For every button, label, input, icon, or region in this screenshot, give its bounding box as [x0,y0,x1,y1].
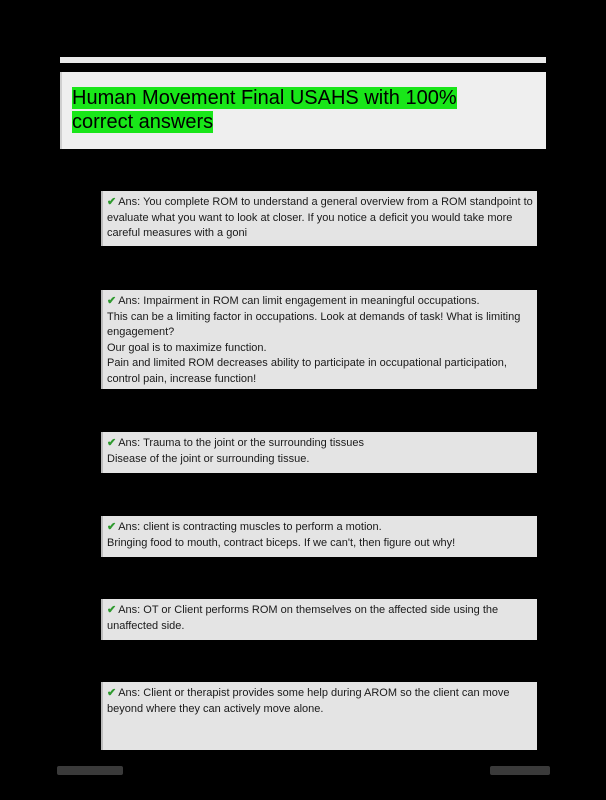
checkmark-icon: ✔ [107,295,117,307]
answer-card-6: ✔ Ans: Client or therapist provides some help during AROM so the client can move beyond where they can actively move alone. [101,682,537,750]
page-title: Human Movement Final USAHS with 100% correct answers [72,87,457,133]
checkmark-icon: ✔ [107,437,117,449]
answer-text: client is contracting muscles to perform a motion. Bringing food to mouth, contract biceps. If we can't, then figure out why! [107,521,456,549]
footer-page-number [490,766,550,775]
answer-text: Client or therapist provides some help during AROM so the client can move beyond where they can actively move alone. [107,687,510,715]
checkmark-icon: ✔ [107,687,117,699]
answer-card-5: ✔ Ans: OT or Client performs ROM on themselves on the affected side using the unaffected side. [101,599,537,640]
top-divider [60,57,546,63]
answer-text: OT or Client performs ROM on themselves on the affected side using the unaffected side. [107,604,499,632]
footer-watermark-left [57,766,123,775]
checkmark-icon: ✔ [107,604,117,616]
answer-text: Trauma to the joint or the surrounding tissues Disease of the joint or surrounding tissue. [107,437,365,465]
answer-text: Impairment in ROM can limit engagement in meaningful occupations. This can be a limiting factor in occupations. Look at demands of task! What is limiting engagement? Our goal is to maximize function. Pain and limited ROM decreases ability to participate in occupational participation, control pain, increase function! [107,295,521,385]
answer-card-1: ✔ Ans: You complete ROM to understand a general overview from a ROM standpoint to evaluate what you want to look at closer. If you notice a deficit you would take more careful measures with a goni [101,191,537,246]
answer-card-4: ✔ Ans: client is contracting muscles to perform a motion. Bringing food to mouth, contract biceps. If we can't, then figure out why! [101,516,537,557]
answer-text: You complete ROM to understand a general overview from a ROM standpoint to evaluate what you want to look at closer. If you notice a deficit you would take more careful measures with a goni [107,196,533,239]
answer-card-2: ✔ Ans: Impairment in ROM can limit engagement in meaningful occupations. This can be a limiting factor in occupations. Look at demands of task! What is limiting engagement? Our goal is to maximize function. Pain and limited ROM decreases ability to participate in occupational participation, control pain, increase function! [101,290,537,389]
answer-card-3: ✔ Ans: Trauma to the joint or the surrounding tissues Disease of the joint or surrounding tissue. [101,432,537,473]
checkmark-icon: ✔ [107,196,117,208]
checkmark-icon: ✔ [107,521,117,533]
title-box [60,72,546,149]
